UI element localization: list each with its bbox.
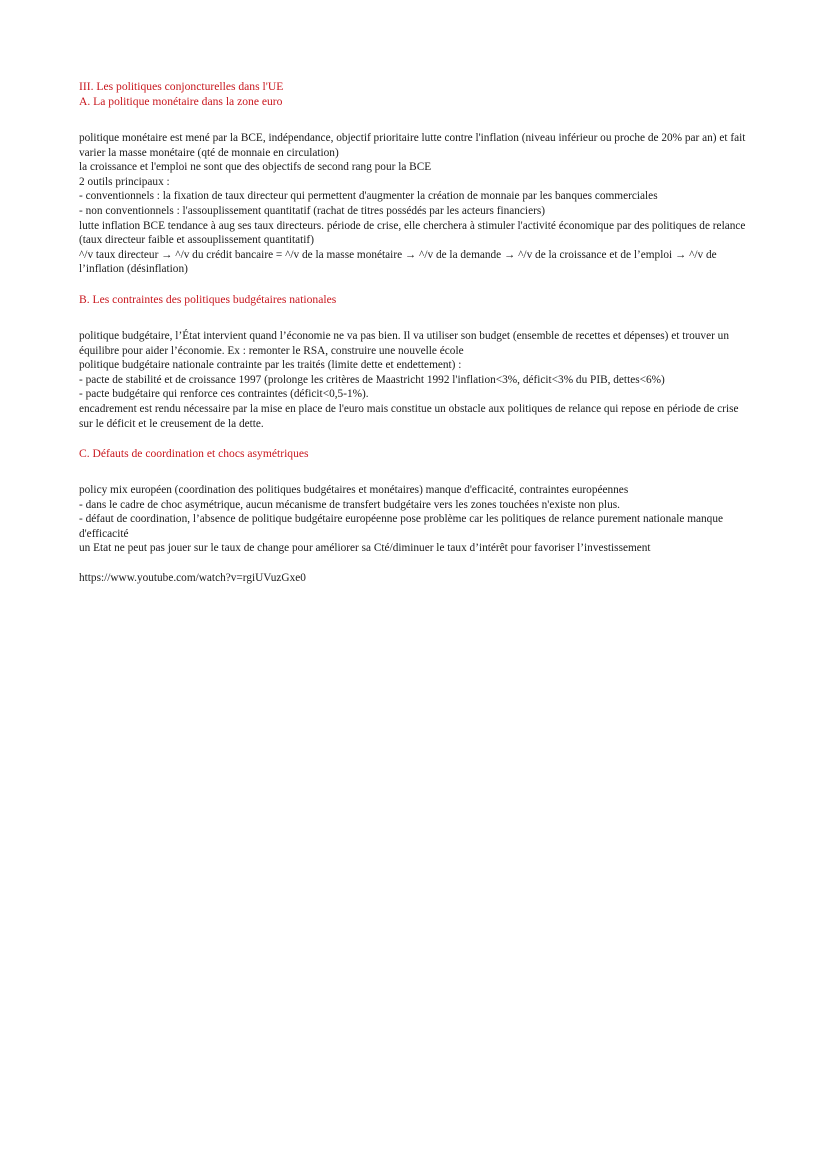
section-heading-iii: III. Les politiques conjoncturelles dans l'UE: [79, 80, 284, 93]
paragraph-line: lutte inflation BCE tendance à aug ses taux directeurs. période de crise, elle cherchera à stimuler l'activité économique par des politiques de relance (taux directeur faible et assouplissement quantitatif): [79, 219, 746, 247]
document-page: [79, 79, 751, 586]
list-item: - pacte de stabilité et de croissance 1997 (prolonge les critères de Maastricht 1992 l'inflation<3%, déficit<3% du PIB, dettes<6%): [79, 373, 665, 386]
paragraph-line: la croissance et l'emploi ne sont que des objectifs de second rang pour la BCE: [79, 161, 432, 174]
part-c-heading: C. Défauts de coordination et chocs asymétriques: [79, 447, 309, 461]
paragraph-line: politique monétaire est mené par la BCE, indépendance, objectif prioritaire lutte contre l'inflation (niveau inférieur ou proche de 20% par an) et fait varier la masse monétaire (qté de monnaie en circulation): [79, 132, 746, 159]
paragraph-line: policy mix européen (coordination des politiques budgétaires et monétaires) manque d'efficacité, contraintes européennes: [79, 484, 629, 497]
paragraph-line: ^/v taux directeur → ^/v du crédit bancaire = ^/v de la masse monétaire → ^/v de la demande → ^/v de la croissance et de l’emploi → ^/v de l’inflation (désinflation): [79, 248, 717, 276]
paragraph-line: un Etat ne peut pas jouer sur le taux de change pour améliorer sa Cté/diminuer le taux d’intérêt pour favoriser l’investissement: [79, 542, 651, 555]
youtube-link[interactable]: https://www.youtube.com/watch?v=rgiUVuzGxe0: [79, 572, 306, 585]
paragraph-line: encadrement est rendu nécessaire par la mise en place de l'euro mais constitue un obstacle aux politiques de relance qui repose en période de crise sur le déficit et le creusement de la dette.: [79, 402, 739, 430]
list-item: - pacte budgétaire qui renforce ces contraintes (déficit<0,5-1%).: [79, 388, 369, 401]
part-c-body: [79, 483, 751, 556]
list-item: - défaut de coordination, l’absence de politique budgétaire européenne pose problème car les politiques de relance purement nationale manque d'efficacité: [79, 513, 723, 540]
paragraph-line: 2 outils principaux :: [79, 175, 170, 188]
part-b-body: [79, 329, 751, 431]
list-item: - dans le cadre de choc asymétrique, aucun mécanisme de transfert budgétaire vers les zones touchées n'existe non plus.: [79, 498, 620, 511]
paragraph-line: politique budgétaire nationale contrainte par les traités (limite dette et endettement) :: [79, 359, 462, 372]
list-item: - conventionnels : la fixation de taux directeur qui permettent d'augmenter la création de monnaie par les banques commerciales: [79, 190, 658, 203]
part-b-heading: B. Les contraintes des politiques budgétaires nationales: [79, 292, 337, 306]
list-item: - non conventionnels : l'assouplissement quantitatif (rachat de titres possédés par les acteurs financiers): [79, 204, 546, 217]
part-a-body: [79, 131, 751, 277]
part-a-heading: A. La politique monétaire dans la zone euro: [79, 95, 283, 108]
paragraph-line: politique budgétaire, l’État intervient quand l’économie ne va pas bien. Il va utiliser son budget (ensemble de recettes et dépenses) et trouver un équilibre pour aider l’économie. Ex : remonter le RSA, construire une nouvelle école: [79, 329, 729, 357]
